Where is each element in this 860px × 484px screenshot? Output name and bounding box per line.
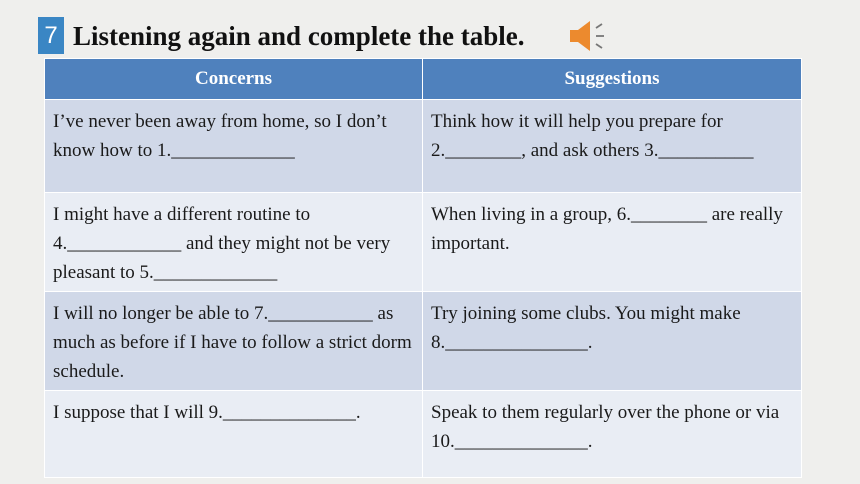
suggestion-cell: Try joining some clubs. You might make 8._______________. [423, 292, 802, 391]
table-row [45, 100, 802, 193]
concern-cell: I’ve never been away from home, so I don’t know how to 1._____________ [45, 100, 423, 193]
suggestion-cell: Think how it will help you prepare for 2.________, and ask others 3.__________ [423, 100, 802, 193]
header-suggestions: Suggestions [423, 59, 802, 100]
concern-cell: I will no longer be able to 7.___________ as much as before if I have to follow a strict dorm schedule. [45, 292, 423, 391]
header-concerns: Concerns [45, 59, 423, 100]
speaker-icon[interactable] [568, 18, 608, 54]
suggestion-cell: When living in a group, 6.________ are really important. [423, 193, 802, 292]
exercise-title: Listening again and complete the table. [73, 21, 525, 51]
suggestion-cell: Speak to them regularly over the phone or via 10.______________. [423, 391, 802, 478]
concerns-suggestions-table [44, 58, 802, 478]
table-header-row [45, 59, 802, 100]
table-row [45, 193, 802, 292]
table-row [45, 292, 802, 391]
concern-cell: I might have a different routine to 4.____________ and they might not be very pleasant to 5._____________ [45, 193, 423, 292]
concern-cell: I suppose that I will 9.______________. [45, 391, 423, 478]
exercise-number-badge: 7 [38, 17, 64, 54]
table-row [45, 391, 802, 478]
